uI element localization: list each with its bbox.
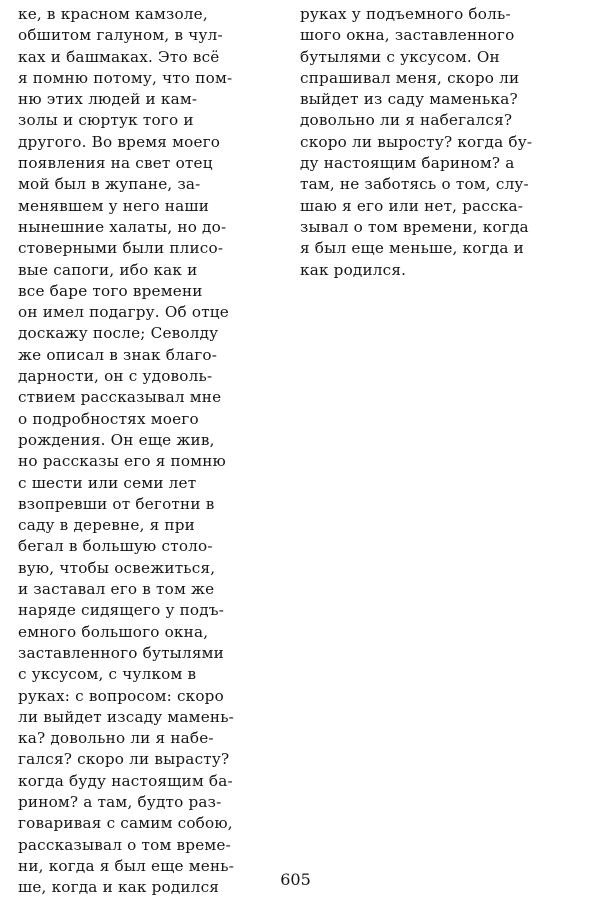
text-line: но рассказы его я помню (18, 452, 226, 471)
text-line: ли выйдет изсаду мамень- (18, 707, 235, 726)
text-line: как родился. (300, 260, 407, 279)
text-line: шого окна, заставленного (300, 26, 515, 45)
text-line: ствием рассказывал мне (18, 388, 222, 407)
text-line: когда буду настоящим ба- (18, 771, 233, 790)
text-line: емного большого окна, (18, 622, 209, 641)
text-line: доскажу после; Севолду (18, 324, 219, 343)
text-line: ше, когда и как родился (18, 878, 220, 897)
text-line: ка? довольно ли я набе- (18, 729, 214, 748)
text-line: появления на свет отец (18, 154, 213, 173)
text-line: заставленного бутылями (18, 643, 224, 662)
text-line: другого. Во время моего (18, 132, 221, 151)
text-line: скоро ли выросту? когда бу- (300, 132, 533, 151)
text-line: взопревши от беготни в (18, 494, 215, 513)
text-line: бегал в большую столо- (18, 537, 213, 556)
text-line: рином? а там, будто раз- (18, 792, 222, 811)
text-line: я помню потому, что пом- (18, 68, 233, 87)
text-line: он имел подагру. Об отце (18, 303, 229, 322)
text-line: спрашивал меня, скоро ли (300, 68, 520, 87)
text-line: ни, когда я был еще мень- (18, 856, 235, 875)
left-text-column (18, 4, 278, 898)
text-line: обшитом галуном, в чул- (18, 26, 223, 45)
text-line: зывал о том времени, когда (300, 217, 529, 236)
text-line: выйдет из саду маменька? (300, 90, 518, 109)
text-line: ках и башмаках. Это всё (18, 47, 220, 66)
page-number: 605 (280, 870, 311, 889)
text-line: гался? скоро ли вырасту? (18, 750, 230, 769)
right-text-column (300, 4, 570, 281)
text-line: наряде сидящего у подъ- (18, 601, 225, 620)
text-line: же описал в знак благо- (18, 345, 218, 364)
text-line: руках: с вопросом: скоро (18, 686, 224, 705)
text-line: стоверными были плисо- (18, 239, 224, 258)
text-line: с шести или семи лет (18, 473, 197, 492)
text-line: рождения. Он еще жив, (18, 430, 215, 449)
text-line: саду в деревне, я при (18, 516, 195, 535)
text-line: там, не заботясь о том, слу- (300, 175, 529, 194)
text-line: и заставал его в том же (18, 580, 215, 599)
text-line: ду настоящим барином? а (300, 154, 515, 173)
text-line: довольно ли я набегался? (300, 111, 513, 130)
text-line: мой был в жупане, за- (18, 175, 201, 194)
text-line: вые сапоги, ибо как и (18, 260, 198, 279)
text-line: ню этих людей и кам- (18, 90, 198, 109)
text-line: бутылями с уксусом. Он (300, 47, 500, 66)
text-line: вую, чтобы освежиться, (18, 558, 216, 577)
text-line: все баре того времени (18, 281, 203, 300)
text-line: говаривая с самим собою, (18, 814, 233, 833)
text-line: ке, в красном камзоле, (18, 5, 208, 23)
text-line: руках у подъемного боль- (300, 5, 511, 23)
text-line: с уксусом, с чулком в (18, 665, 197, 684)
text-line: шаю я его или нет, расска- (300, 196, 524, 215)
text-line: дарности, он с удоволь- (18, 367, 213, 386)
text-line: нынешние халаты, но до- (18, 217, 227, 236)
text-line: менявшем у него наши (18, 196, 210, 215)
text-line: рассказывал о том време- (18, 835, 231, 854)
text-line: о подробностях моего (18, 409, 199, 428)
text-line: я был еще меньше, когда и (300, 239, 524, 258)
text-line: золы и сюртук того и (18, 111, 194, 130)
